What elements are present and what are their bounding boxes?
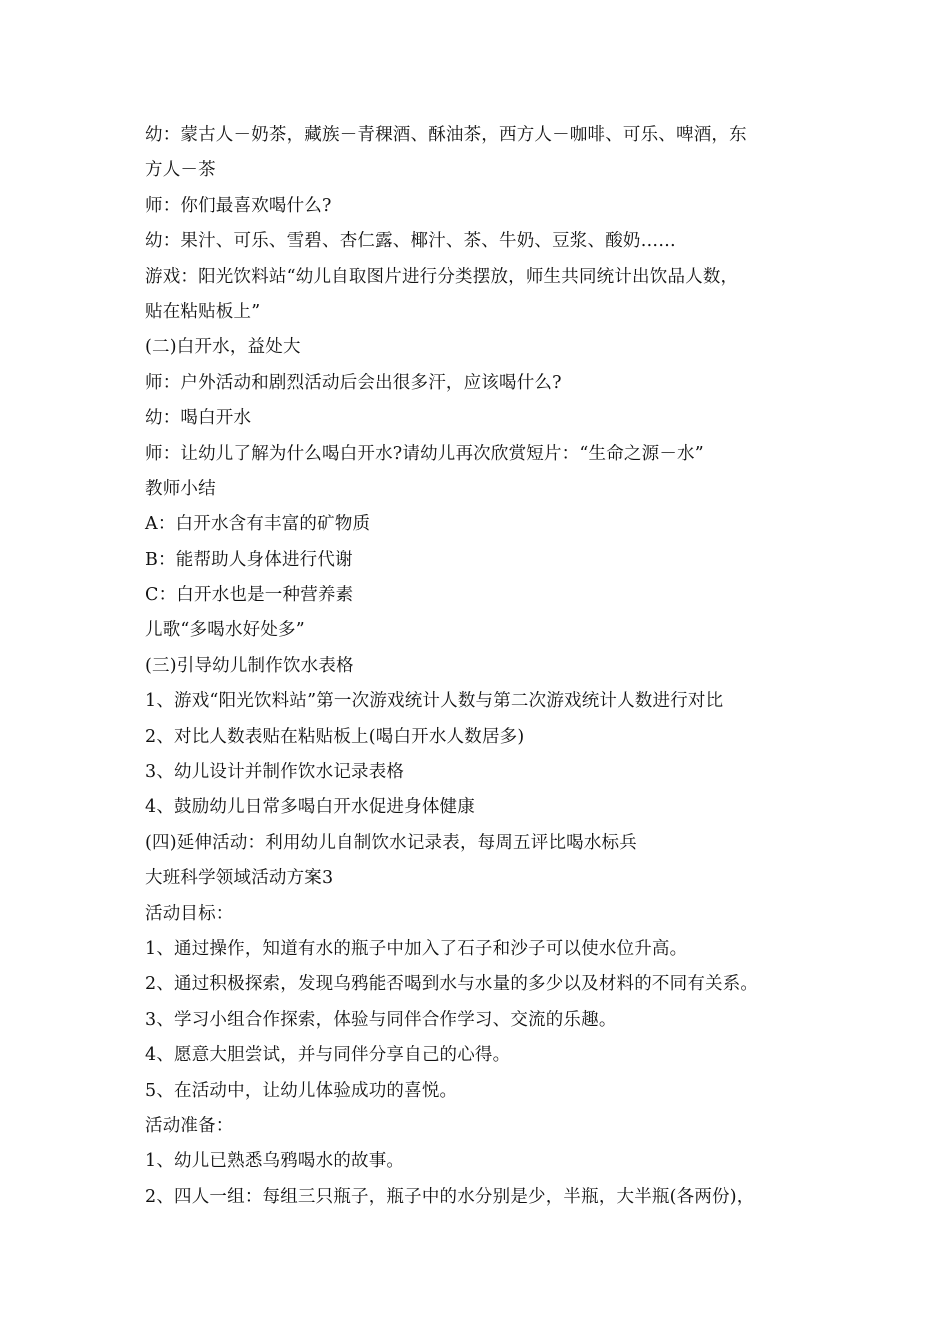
paragraph-line: 幼：喝白开水 bbox=[145, 408, 252, 429]
paragraph-line: 师：户外活动和剧烈活动后会出很多汗，应该喝什么? bbox=[145, 372, 562, 393]
document-body bbox=[145, 118, 815, 1215]
list-item: 1、通过操作，知道有水的瓶子中加入了石子和沙子可以使水位升高。 bbox=[145, 938, 688, 959]
list-item: 1、游戏“阳光饮料站”第一次游戏统计人数与第二次游戏统计人数进行对比 bbox=[145, 691, 724, 712]
section-heading: 活动目标： bbox=[145, 903, 234, 924]
paragraph-line: 教师小结 bbox=[145, 478, 216, 499]
list-item: 2、通过积极探索，发现乌鸦能否喝到水与水量的多少以及材料的不同有关系。 bbox=[145, 974, 759, 995]
list-item: 2、对比人数表贴在粘贴板上(喝白开水人数居多) bbox=[145, 726, 525, 747]
paragraph-line: 贴在粘贴板上” bbox=[145, 301, 261, 322]
list-item: 3、学习小组合作探索，体验与同伴合作学习、交流的乐趣。 bbox=[145, 1009, 617, 1030]
paragraph-line: 儿歌“多喝水好处多” bbox=[145, 620, 305, 641]
list-item: B：能帮助人身体进行代谢 bbox=[145, 549, 353, 570]
list-item: 1、幼儿已熟悉乌鸦喝水的故事。 bbox=[145, 1151, 405, 1172]
list-item: 4、愿意大胆尝试，并与同伴分享自己的心得。 bbox=[145, 1045, 511, 1066]
document-title: 大班科学领域活动方案3 bbox=[145, 868, 334, 889]
list-item: 3、幼儿设计并制作饮水记录表格 bbox=[145, 762, 405, 783]
list-item: 4、鼓励幼儿日常多喝白开水促进身体健康 bbox=[145, 797, 475, 818]
paragraph-line: 方人－茶 bbox=[145, 160, 216, 181]
section-heading: (三)引导幼儿制作饮水表格 bbox=[145, 655, 354, 676]
paragraph-line: 师：你们最喜欢喝什么? bbox=[145, 195, 332, 216]
paragraph-line: 幼：果汁、可乐、雪碧、杏仁露、椰汁、茶、牛奶、豆浆、酸奶…… bbox=[145, 231, 676, 252]
paragraph-line: 师：让幼儿了解为什么喝白开水?请幼儿再次欣赏短片：“生命之源－水” bbox=[145, 443, 704, 464]
list-item: 2、四人一组：每组三只瓶子，瓶子中的水分别是少，半瓶，大半瓶(各两份)， bbox=[145, 1186, 755, 1207]
list-item: C：白开水也是一种营养素 bbox=[145, 585, 354, 606]
list-item: 5、在活动中，让幼儿体验成功的喜悦。 bbox=[145, 1080, 458, 1101]
paragraph-line: 幼：蒙古人－奶茶，藏族－青稞酒、酥油茶，西方人－咖啡、可乐、啤酒，东 bbox=[145, 125, 747, 145]
paragraph-line: 游戏：阳光饮料站“幼儿自取图片进行分类摆放，师生共同统计出饮品人数， bbox=[145, 266, 739, 287]
list-item: A：白开水含有丰富的矿物质 bbox=[145, 514, 371, 535]
section-heading: (四)延伸活动：利用幼儿自制饮水记录表，每周五评比喝水标兵 bbox=[145, 832, 637, 853]
section-heading: 活动准备： bbox=[145, 1115, 234, 1136]
section-heading: (二)白开水，益处大 bbox=[145, 337, 301, 358]
